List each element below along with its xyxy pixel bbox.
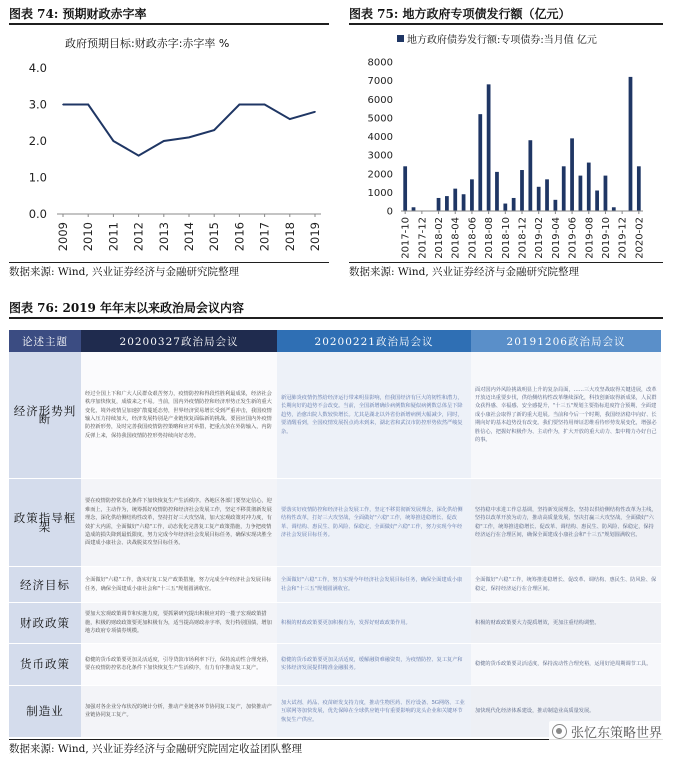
x-tick-label: 2009 — [56, 222, 70, 252]
fig75-label: 图表 75: 地方政府专项债发行额（亿元） — [349, 7, 571, 21]
table-row — [9, 478, 661, 566]
data-point — [239, 104, 241, 106]
data-point — [163, 140, 165, 142]
cell-1206: 稳健的货币政策要灵活适度，保持流动性合理充裕，运用好逆周期调节工具。 — [471, 643, 661, 685]
header-topic: 论述主题 — [9, 330, 81, 352]
cell-0221: 要落实好疫情防控和经济社会发展工作，坚定不移贯彻新发展理念，深化供给侧结构性改革，打好三大攻坚战，全面做好"六稳"工作，统筹推进稳增长、促改革、调结构、惠民生、防风险、保稳定，全面做好"六稳"工作，努力实现今年经济社会发展目标任务。 — [277, 478, 471, 566]
bar — [495, 172, 499, 211]
x-tick-label: 2015 — [207, 222, 222, 252]
data-point — [138, 155, 140, 157]
bar — [512, 198, 516, 211]
row-topic: 财政政策 — [9, 603, 81, 643]
row-topic: 制造业 — [9, 685, 81, 737]
bar — [437, 198, 441, 211]
bar — [637, 166, 641, 211]
fig74-label: 图表 74: 预期财政赤字率 — [9, 7, 147, 21]
x-tick-label: 2019-02 — [534, 217, 546, 259]
cell-1206: 积极的财政政策要大力提质增效，更加注重结构调整。 — [471, 603, 661, 643]
bar — [528, 140, 532, 211]
fig76-rule — [9, 317, 663, 319]
x-tick-label: 2014 — [182, 222, 196, 252]
x-tick-label: 2018-02 — [434, 217, 446, 259]
bar — [629, 77, 633, 211]
x-tick-label: 2018-04 — [450, 217, 462, 259]
bar — [545, 179, 549, 211]
bar — [453, 189, 457, 211]
cell-0327: 稳健的货币政策要更加灵活适度，引导贷款市场利率下行，保持流动性合理充裕，要在疫情防控常态化条件下加快恢复生产生活秩序，有力有序推动复工复产。 — [81, 643, 277, 685]
y-tick-label: 7000 — [367, 76, 393, 88]
bar — [503, 204, 507, 211]
x-tick-label: 2018-06 — [467, 217, 479, 259]
fig75-legend-label: 地方政府债券发行额:专项债券:当月值 亿元 — [407, 35, 597, 46]
data-point — [188, 137, 190, 139]
bar — [554, 200, 558, 211]
cell-1206: 加快现代化经济体系建设，推动制造业高质量发展。 — [471, 685, 661, 737]
y-tick-label: 8000 — [367, 57, 393, 69]
fig74-source: 数据来源: Wind, 兴业证券经济与金融研究院整理 — [9, 266, 239, 278]
x-tick-label: 2019 — [308, 222, 322, 252]
y-tick-label: 3000 — [367, 150, 393, 162]
cell-0327: 经过全国上下和广大人民群众艰苦努力，疫情防控和得段性胜利最成果，经济社会秩序加快恢复，成绩来之不易。当前，国内外疫情防控和经济形势正发生新的重大变化，境外疫情呈加速扩散蔓延态势，世界经济贸易增长受到严重冲击，我国疫情输入压力持续加大，经济发展特别是产业链恢复面临新的挑战。要因应国内外疫情防控新形势，及时完善我国疫情防控策略和应对举措，把重点放在外防输入，内防反弹上来，保持我国疫情防控形势持续向好态势。 — [81, 352, 277, 478]
cell-0221: 全面做好"六稳"工作，努力实现今年经济社会发展目标任务，确保全面建成小康社会和"十三五"规划圆满收官。 — [277, 567, 471, 603]
x-tick-label: 2011 — [106, 222, 121, 252]
bar — [445, 196, 449, 211]
x-tick-label: 2018-08 — [484, 217, 496, 259]
wechat-logo-icon — [552, 724, 567, 739]
fig76-label: 图表 76: 2019 年年末以来政治局会议内容 — [9, 301, 245, 315]
policy-table — [9, 330, 661, 738]
x-tick-label: 2017-10 — [400, 217, 412, 259]
cell-0221: 稳健的货币政策要更加灵活适度，缓解融资难融资贵，为疫情防控、复工复产和实体经济发展提供精准金融服务。 — [277, 643, 471, 685]
bar — [604, 176, 608, 211]
y-tick-label: 6000 — [367, 94, 393, 106]
table-row — [9, 352, 661, 478]
x-tick-label: 2019-08 — [584, 216, 596, 259]
x-tick-label: 2016 — [232, 222, 247, 252]
y-tick-label: 2.0 — [28, 134, 47, 148]
row-topic: 经济目标 — [9, 567, 81, 603]
bar — [612, 207, 616, 211]
row-topic: 货币政策 — [9, 643, 81, 685]
row-topic: 政策指导框架 — [9, 478, 81, 566]
series-line-deficit-rate — [63, 105, 315, 156]
y-tick-label: 2000 — [367, 169, 393, 181]
bar — [470, 179, 474, 211]
x-tick-label: 2010 — [81, 222, 96, 252]
cell-0327: 全面做好"六稳"工作，落实好复工复产政策措施，努力完成全年经济社会发展目标任务，确保全面建成小康社会和"十三五"规划圆满收官。 — [81, 567, 277, 603]
cell-0327: 要在疫情防控常态化条件下加快恢复生产生活秩序。各地区各部门要坚定信心，迎难而上，主动作为，统筹抓好疫情防控和经济社会发展工作，坚定不移贯彻新发展理念，深化供给侧结构性改革，坚持打好三大攻坚战，加大宏观政策对冲力度，有效扩大内需，全面做好"六稳"工作，动态优化完善复工复产政策措施，力争把疫情造成的损失降到最低限度，努力完成今年经济社会发展目标任务，确保实现决胜全面建成小康社会、决战脱贫攻坚目标任务。 — [81, 478, 277, 566]
bar — [487, 84, 491, 211]
data-point — [213, 129, 215, 131]
watermark-text: 张忆东策略世界 — [570, 726, 662, 741]
fig75-legend — [397, 31, 597, 46]
bar — [520, 170, 524, 211]
bar — [595, 191, 599, 211]
fig75-chart — [349, 25, 665, 260]
table-row — [9, 603, 661, 643]
fig74-bottom-rule — [9, 262, 329, 263]
bar — [579, 176, 583, 211]
x-tick-label: 2019-04 — [550, 217, 562, 259]
y-tick-label: 0 — [386, 206, 393, 218]
fig75-legend-swatch — [397, 35, 404, 42]
data-point — [87, 104, 89, 106]
fig75-source: 数据来源: Wind, 兴业证券经济与金融研究院整理 — [349, 266, 579, 278]
bar — [462, 194, 466, 211]
y-tick-label: 0.0 — [28, 207, 47, 221]
y-tick-label: 5000 — [367, 113, 393, 125]
cell-1206: 面对国内外风险挑战明显上升的复杂局面，……三大攻坚战取得关键进展，改革开放迈出重要步伐，供给侧结构性改革继续深化，科技创新取得新成果，人民群众获得感、幸福感、安全感提升，"十三五"规划主要指标进度符合预期，全面建成小康社会取得了新的重大进展。当前和今后一个时期，我国经济稳中向好、长期向好的基本趋势没有改变。我们要坚持用辩证思维看待形势发展变化，增强必胜信心，把握好积极作为、主动作为，扩大开放的重大动力、集中精力办好自己的事。 — [471, 352, 661, 478]
table-row — [9, 643, 661, 685]
y-tick-label: 3.0 — [28, 97, 47, 112]
x-tick-label: 2019-06 — [567, 217, 579, 259]
cell-0221: 加大试剂、药品、疫苗研发支持力度，推动生物医药、医疗设备、5G网络、工业互联网等加快发展，优先保障在全球供应链中有重要影响的龙头企业和关键环节恢复生产供应。 — [277, 685, 471, 737]
fig74-chart-title: 政府预期目标:财政赤字:赤字率 % — [65, 37, 230, 50]
x-tick-label: 2013 — [156, 222, 171, 252]
cell-0221: 新冠肺炎疫情仍然给经济运行带来明显影响，但我国经济有巨大的韧性和潜力，长期向好的趋势不会改变。当前，全国新增确诊病例数和疑似病例数总体呈下降趋势，治愈出院人数较快增长。尤其是湖北以外省份新增病例大幅减少，同时，要清醒看到，全国疫情发展拐点尚未到来，湖北省和武汉市防控形势依然严峻复杂。 — [277, 352, 471, 478]
y-tick-label: 4.0 — [28, 61, 47, 75]
x-tick-label: 2012 — [131, 222, 146, 252]
x-tick-label: 2019-12 — [617, 217, 629, 259]
y-tick-label: 4000 — [367, 132, 393, 143]
cell-0221: 积极的财政政策要更加积极有为，发挥好财政政策作用。 — [277, 603, 471, 643]
data-point — [314, 111, 316, 113]
bar — [570, 138, 574, 211]
watermark — [549, 721, 665, 742]
fig74-chart — [9, 25, 331, 260]
cell-0327: 要加大宏观政策调节和实施力度，要抓紧研究提出积极应对的一揽子宏观政策措施，积极的财政政策要更加积极有为，适当提高财政赤字率，发行特别国债，增加地方政府专项债券规模。 — [81, 603, 277, 643]
y-tick-label: 1000 — [367, 187, 393, 199]
x-tick-label: 2017-12 — [417, 217, 429, 259]
bar — [562, 166, 566, 211]
header-meeting-0221: 20200221政治局会议 — [277, 330, 471, 352]
x-tick-label: 2020-02 — [634, 217, 646, 259]
header-meeting-0327: 20200327政治局会议 — [81, 330, 277, 352]
cell-1206: 全面做好"六稳"工作，统筹推进稳增长、促改革、调结构、惠民生、防风险、保稳定，保持经济运行在合理区间。 — [471, 567, 661, 603]
fig76-source: 数据来源: Wind, 兴业证券经济与金融研究院固定收益团队整理 — [9, 743, 302, 755]
y-tick-label: 1.0 — [28, 170, 47, 185]
fig75-svg — [349, 25, 665, 260]
x-tick-label: 2019-10 — [600, 217, 612, 259]
data-point — [264, 104, 266, 106]
data-point — [62, 104, 64, 106]
x-tick-label: 2018-10 — [500, 217, 512, 259]
x-tick-label: 2017 — [257, 222, 272, 252]
bar — [478, 114, 482, 211]
table-header-row — [9, 330, 661, 352]
data-point — [289, 118, 291, 120]
x-tick-label: 2018 — [282, 222, 297, 252]
table-row — [9, 567, 661, 603]
cell-0327: 加强对各企业分布状况的统计分析，推动产业链各环节协同复工复产，加快推动产业链协同复工复产。 — [81, 685, 277, 737]
data-point — [113, 140, 115, 142]
x-tick-label: 2018-12 — [517, 217, 529, 259]
header-meeting-1206: 20191206政治局会议 — [471, 330, 661, 352]
bar — [587, 163, 591, 211]
cell-1206: 坚持稳中求进工作总基调，坚持新发展理念，坚持以供给侧结构性改革为主线，坚持以改革开放为动力，推动高质量发展，坚决打赢三大攻坚战，全面做好"六稳"工作，统筹推进稳增长、促改革、调结构、惠民生、防风险、保稳定，保持经济运行在合理区间，确保全面建成小康社会和"十三五"规划圆满收官。 — [471, 478, 661, 566]
fig75-bottom-rule — [349, 262, 663, 263]
bar — [412, 207, 416, 211]
fig74-svg — [9, 25, 331, 260]
bar — [403, 166, 407, 211]
bar — [537, 187, 541, 211]
row-topic: 经济形势判断 — [9, 352, 81, 478]
